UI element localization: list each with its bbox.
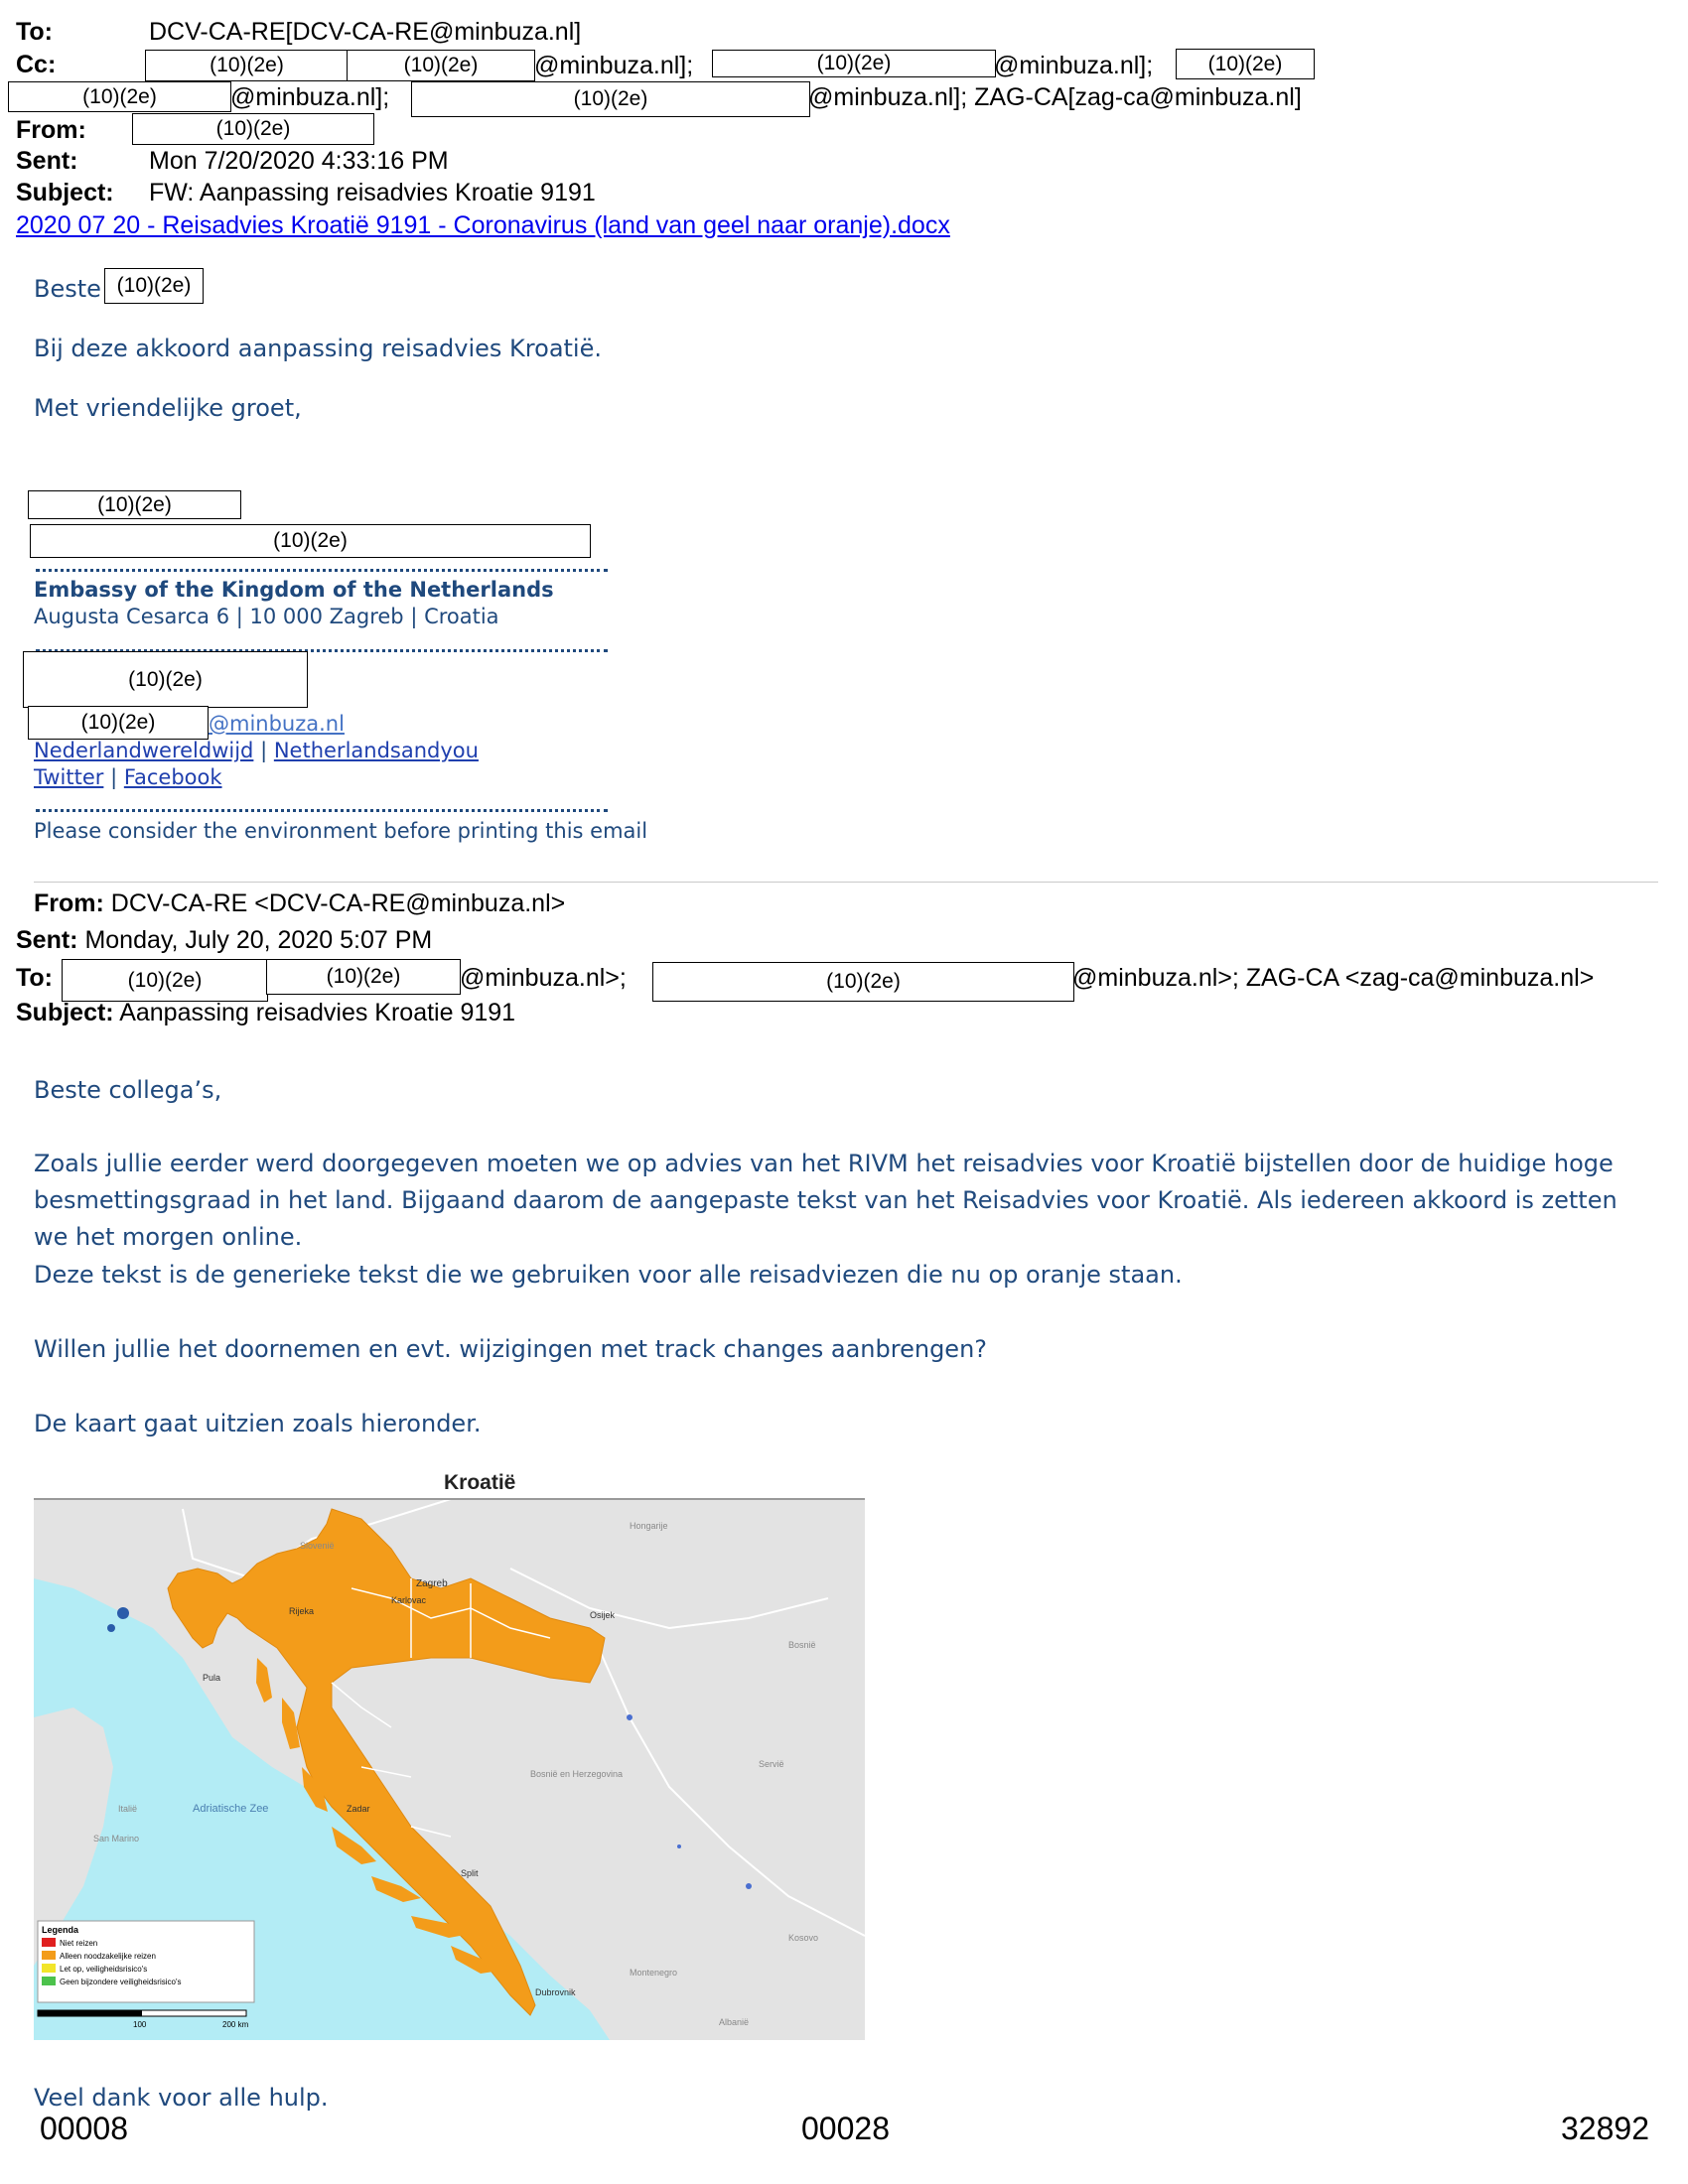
cc-email-suffix: @minbuza.nl]; <box>534 52 694 79</box>
netherlandsandyou-link[interactable]: Netherlandsandyou <box>273 739 479 762</box>
cc-email-suffix: @minbuza.nl]; ZAG-CA[zag-ca@minbuza.nl] <box>808 83 1302 111</box>
nederlandwereldwijd-link[interactable]: Nederlandwereldwijd <box>34 739 254 762</box>
svg-text:Legenda: Legenda <box>42 1925 79 1935</box>
footer-number-center: 00028 <box>801 2111 890 2146</box>
redaction-box: (10)(2e) <box>145 50 349 81</box>
map-city-label: Zadar <box>347 1804 370 1814</box>
map-city-label: Osijek <box>590 1610 616 1620</box>
to-email-suffix: @minbuza.nl>; <box>460 964 627 992</box>
facebook-link[interactable]: Facebook <box>123 765 222 789</box>
redaction-box: (10)(2e) <box>712 50 996 77</box>
footer-number-left: 00008 <box>40 2111 128 2146</box>
map-neighbor-label: Bosnië en Herzegovina <box>530 1769 624 1779</box>
reply-closing: Met vriendelijke groet, <box>34 394 302 422</box>
signature-social-row <box>34 765 222 789</box>
cc-email-suffix: @minbuza.nl]; <box>230 83 390 111</box>
header2-subject: Subject: Aanpassing reisadvies Kroatie 9191 <box>16 999 516 1026</box>
svg-text:Let op, veiligheidsrisico's: Let op, veiligheidsrisico's <box>60 1965 148 1974</box>
signature-org: Embassy of the Kingdom of the Netherlands <box>34 578 554 602</box>
map-city-label: Karlovac <box>391 1595 427 1605</box>
redaction-box: (10)(2e) <box>132 113 374 145</box>
map-neighbor-label: Italië <box>118 1804 138 1814</box>
pipe-separator: | <box>110 765 118 789</box>
to-email-suffix: @minbuza.nl>; ZAG-CA <zag-ca@minbuza.nl> <box>1072 964 1595 992</box>
header-subject-label: Subject: <box>16 179 114 206</box>
map-neighbor-label: Hongarije <box>630 1521 668 1531</box>
map-city-label: Split <box>461 1868 479 1878</box>
header2-to-label: To: <box>16 964 54 992</box>
map-city-label: Rijeka <box>289 1606 315 1616</box>
thanks-line: Veel dank voor alle hulp. <box>34 2084 329 2112</box>
croatia-map <box>34 1469 865 2040</box>
map-neighbor-label: Bosnië <box>788 1640 816 1650</box>
header-to-label: To: <box>16 18 54 46</box>
redaction-box: (10)(2e) <box>652 962 1074 1002</box>
redaction-box: (10)(2e) <box>266 959 461 995</box>
map-legend <box>38 1921 254 2002</box>
original-greeting: Beste collega’s, <box>34 1076 222 1104</box>
header2-sent: Sent: Monday, July 20, 2020 5:07 PM <box>16 926 433 954</box>
svg-text:Geen bijzondere veiligheidsris: Geen bijzondere veiligheidsrisico's <box>60 1978 182 1986</box>
cc-email-suffix: @minbuza.nl]; <box>994 52 1154 79</box>
reply-line: Bij deze akkoord aanpassing reisadvies Kroatië. <box>34 335 602 362</box>
signature-divider <box>36 809 608 812</box>
map-neighbor-label: Montenegro <box>630 1968 678 1978</box>
pipe-separator: | <box>260 739 268 762</box>
map-sea-label: Adriatische Zee <box>193 1803 269 1815</box>
original-paragraph: Willen jullie het doornemen en evt. wijzigingen met track changes aanbrengen? <box>34 1335 988 1363</box>
redaction-box: (10)(2e) <box>30 524 591 558</box>
header-from-label: From: <box>16 116 86 144</box>
map-neighbor-label: Slovenië <box>300 1541 335 1551</box>
map-city-label: Pula <box>203 1673 221 1683</box>
map-neighbor-label: Albanië <box>719 2017 750 2027</box>
signature-email-link[interactable]: @minbuza.nl <box>209 712 345 736</box>
footer-number-right: 32892 <box>1561 2111 1649 2146</box>
signature-address: Augusta Cesarca 6 | 10 000 Zagreb | Croatia <box>34 605 499 628</box>
redaction-box: (10)(2e) <box>104 268 204 304</box>
original-paragraph: De kaart gaat uitzien zoals hieronder. <box>34 1410 482 1437</box>
signature-env-note: Please consider the environment before printing this email <box>34 819 648 843</box>
original-paragraph: Zoals jullie eerder werd doorgegeven moeten we op advies van het RIVM het reisadvies voor Kroatië bijstellen door de huidige hoge besmettingsgraad in het land. Bijgaand daarom de aangepaste tekst van het Reisadvies voor Kroatië. Als iedereen akkoord is zetten we het morgen online. <box>34 1150 1618 1251</box>
header2-from: From: DCV-CA-RE <DCV-CA-RE@minbuza.nl> <box>34 889 566 917</box>
message-separator <box>34 882 1658 883</box>
header-to-value: DCV-CA-RE[DCV-CA-RE@minbuza.nl] <box>149 18 582 46</box>
map-neighbor-label: Kosovo <box>788 1933 819 1943</box>
map-neighbor-label: Servië <box>759 1759 784 1769</box>
redaction-box: (10)(2e) <box>28 490 241 519</box>
map-neighbor-label: San Marino <box>93 1834 140 1843</box>
map-city-label: Zagreb <box>416 1578 448 1589</box>
redaction-box: (10)(2e) <box>411 81 810 117</box>
twitter-link[interactable]: Twitter <box>34 765 104 789</box>
header-cc-label: Cc: <box>16 51 57 78</box>
original-paragraph: Deze tekst is de generieke tekst die we gebruiken voor alle reisadviezen die nu op oranje staan. <box>34 1261 1183 1289</box>
svg-text:200 km: 200 km <box>222 2020 249 2029</box>
reply-greeting: Beste <box>34 275 101 303</box>
attachment-link[interactable]: 2020 07 20 - Reisadvies Kroatië 9191 - Coronavirus (land van geel naar oranje).docx <box>16 211 950 239</box>
map-city-label: Dubrovnik <box>535 1987 576 1997</box>
redaction-box: (10)(2e) <box>347 50 535 81</box>
redaction-box: (10)(2e) <box>1176 49 1315 79</box>
signature-divider <box>36 569 608 572</box>
redaction-box: (10)(2e) <box>23 651 308 708</box>
header-subject-value: FW: Aanpassing reisadvies Kroatie 9191 <box>149 179 596 206</box>
header-sent-label: Sent: <box>16 147 78 175</box>
signature-links-row <box>34 739 479 762</box>
svg-text:Alleen noodzakelijke reizen: Alleen noodzakelijke reizen <box>60 1952 156 1961</box>
svg-text:100: 100 <box>133 2020 147 2029</box>
map-title: Kroatië <box>444 1471 516 1494</box>
redaction-box: (10)(2e) <box>62 959 268 1002</box>
svg-text:Niet reizen: Niet reizen <box>60 1939 98 1948</box>
header-sent-value: Mon 7/20/2020 4:33:16 PM <box>149 147 449 175</box>
redaction-box: (10)(2e) <box>8 81 231 112</box>
redaction-box: (10)(2e) <box>28 706 209 740</box>
